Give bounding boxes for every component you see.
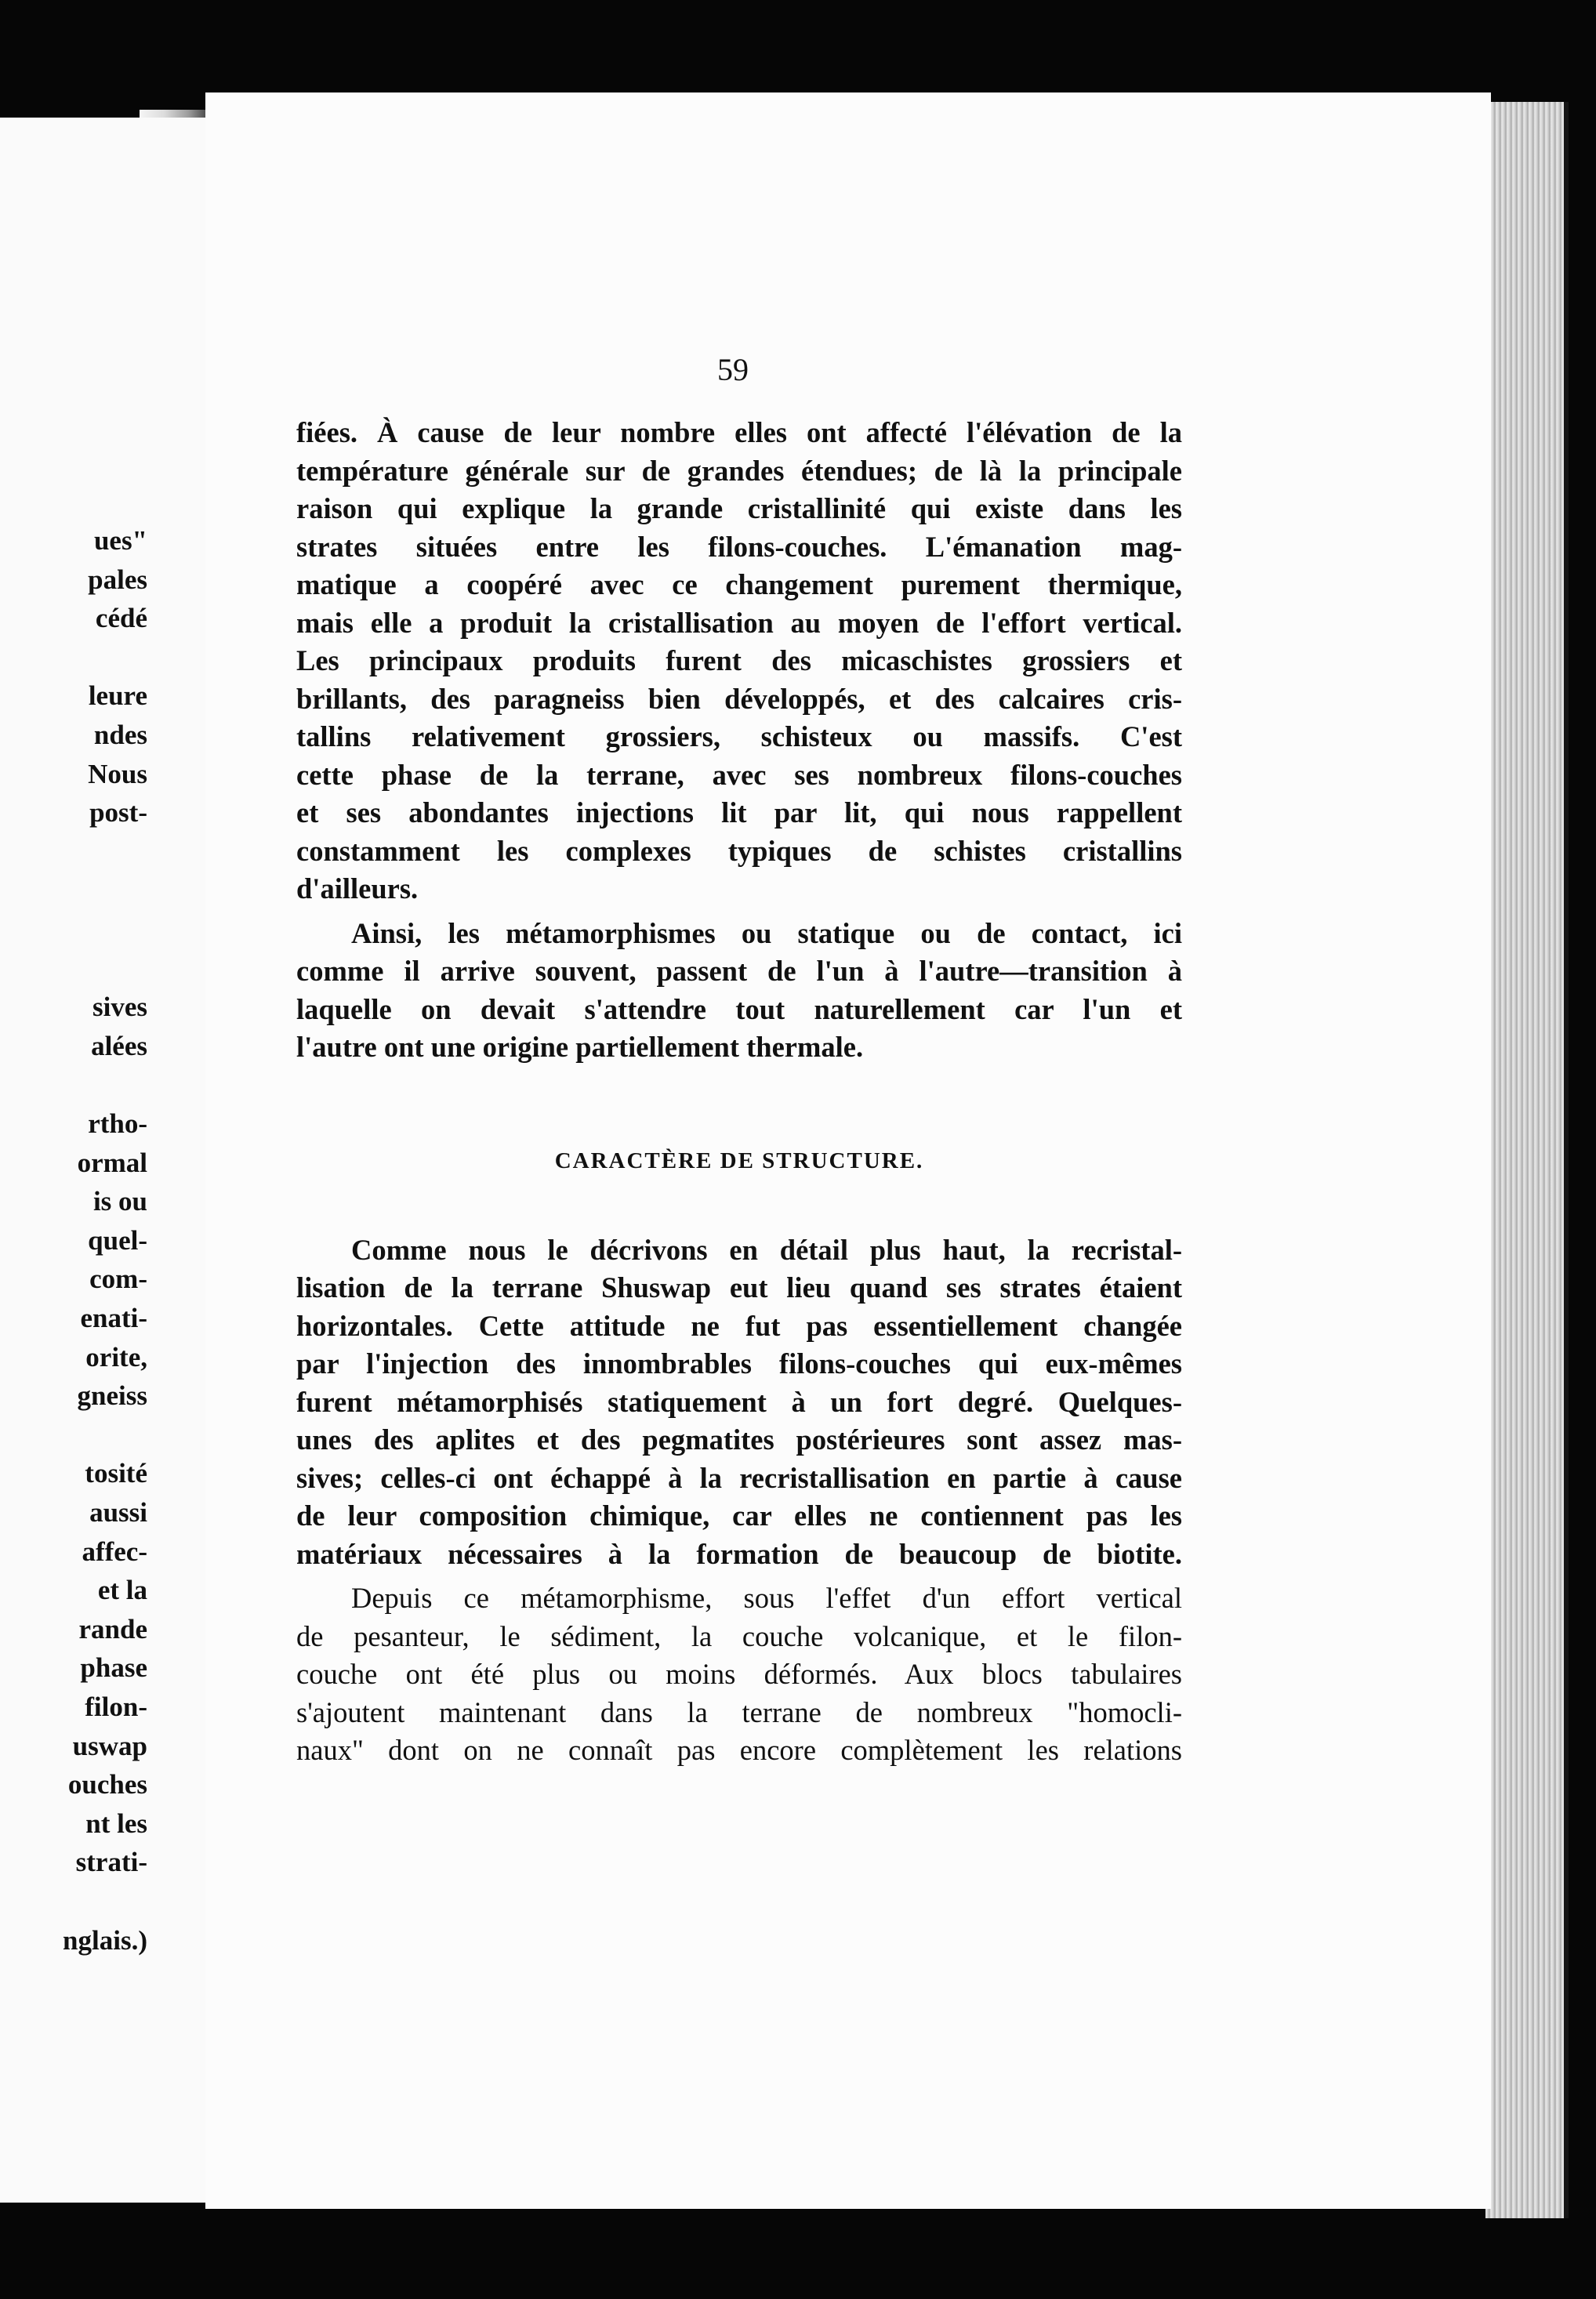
previous-page (0, 118, 209, 2203)
text-line: d'ailleurs. (296, 872, 419, 905)
text-line: naux" dont on ne connaît pas encore complètement les relations (296, 1734, 1182, 1766)
text-line: de leur composition chimique, car elles ne contiennent pas les (296, 1499, 1182, 1532)
previous-page-line: aussi (89, 1497, 147, 1528)
previous-page-line: et la (97, 1575, 147, 1606)
text-line: Comme nous le décrivons en détail plus haut, la recristal- (351, 1233, 1182, 1266)
previous-page-line: com- (89, 1264, 147, 1295)
previous-page-line: strati- (75, 1847, 147, 1878)
text-line: sives; celles-ci ont échappé à la recristallisation en partie à cause (296, 1461, 1182, 1494)
text-line: unes des aplites et des pegmatites postérieures sont assez mas- (296, 1423, 1182, 1456)
previous-page-line: enati- (80, 1303, 147, 1333)
previous-page-line: quel- (88, 1224, 147, 1256)
section-heading: CARACTÈRE DE STRUCTURE. (554, 1148, 924, 1173)
text-line: cette phase de la terrane, avec ses nombreux filons-couches (296, 758, 1182, 791)
previous-page-line: cédé (95, 603, 147, 634)
text-line: tallins relativement grossiers, schisteux ou massifs. C'est (296, 720, 1182, 752)
text-line: Ainsi, les métamorphismes ou statique ou de contact, ici (351, 916, 1182, 949)
previous-page-line: post- (89, 797, 147, 829)
previous-page-line: affec- (82, 1536, 147, 1567)
previous-page-line: phase (80, 1652, 147, 1684)
page-edges (1485, 102, 1569, 2218)
text-line: mais elle a produit la cristallisation au moyen de l'effort vertical. (296, 606, 1182, 639)
page-number: 59 (717, 352, 749, 387)
previous-page-text (0, 118, 147, 2203)
text-line: par l'injection des innombrables filons-couches qui eux-mêmes (296, 1347, 1182, 1380)
paragraph-4 (296, 1579, 1182, 1770)
text-line: Depuis ce métamorphisme, sous l'effet d'un effort vertical (351, 1582, 1182, 1614)
text-line: laquelle on devait s'attendre tout naturellement car l'un et (296, 992, 1182, 1025)
previous-page-line: is ou (92, 1186, 147, 1217)
previous-page-line: sives (92, 992, 147, 1023)
previous-page-line: ues" (93, 525, 147, 556)
text-line: strates situées entre les filons-couches. L'émanation mag- (296, 530, 1182, 563)
text-line: de pesanteur, le sédiment, la couche volcanique, et le filon- (296, 1619, 1182, 1652)
previous-page-line: tosité (85, 1458, 147, 1489)
previous-page-line: gneiss (77, 1380, 147, 1412)
text-line: s'ajoutent maintenant dans la terrane de nombreux "homocli- (296, 1695, 1182, 1728)
text-line: furent métamorphisés statiquement à un fort degré. Quelques- (296, 1385, 1182, 1418)
paragraph-1 (296, 414, 1182, 908)
text-line: lisation de la terrane Shuswap eut lieu quand ses strates étaient (296, 1271, 1182, 1304)
previous-page-line: rtho- (88, 1108, 147, 1139)
text-line: Les principaux produits furent des micaschistes grossiers et (296, 644, 1182, 676)
previous-page-line: orite, (85, 1341, 147, 1373)
previous-page-line: filon- (85, 1692, 147, 1722)
previous-page-line: uswap (72, 1730, 147, 1761)
text-line: couche ont été plus ou moins déformés. Aux blocs tabulaires (296, 1658, 1182, 1690)
text-line: raison qui explique la grande cristallinité qui existe dans les (296, 492, 1182, 524)
paragraph-3 (296, 1231, 1182, 1574)
text-line: l'autre ont une origine partiellement thermale. (296, 1031, 864, 1063)
text-line: et ses abondantes injections lit par lit, qui nous rappellent (296, 796, 1182, 829)
text-line: brillants, des paragneiss bien développés, et des calcaires cris- (296, 682, 1182, 715)
text-line: matériaux nécessaires à la formation de beaucoup de biotite. (296, 1537, 1182, 1570)
previous-page-line: rande (78, 1613, 147, 1644)
previous-page-line: Nous (88, 758, 147, 789)
text-line: horizontales. Cette attitude ne fut pas essentiellement changée (296, 1309, 1182, 1342)
text-line: fiées. À cause de leur nombre elles ont affecté l'élévation de la (296, 416, 1182, 448)
text-line: comme il arrive souvent, passent de l'un à l'autre—transition à (296, 955, 1182, 987)
previous-page-line: ouches (67, 1769, 147, 1800)
text-line: constamment les complexes typiques de schistes cristallins (296, 834, 1182, 867)
previous-page-line: pales (88, 564, 147, 595)
previous-page-line: ndes (93, 720, 147, 750)
previous-page-line: nglais.) (63, 1924, 147, 1956)
previous-page-line: alées (91, 1030, 147, 1061)
page-body (296, 414, 1182, 1770)
paragraph-2 (296, 915, 1182, 1067)
text-line: température générale sur de grandes étendues; de là la principale (296, 454, 1182, 487)
text-line: matique a coopéré avec ce changement purement thermique, (296, 568, 1182, 600)
previous-page-line: leure (88, 680, 147, 712)
previous-page-line: nt les (85, 1808, 147, 1839)
previous-page-line: ormal (77, 1147, 147, 1178)
